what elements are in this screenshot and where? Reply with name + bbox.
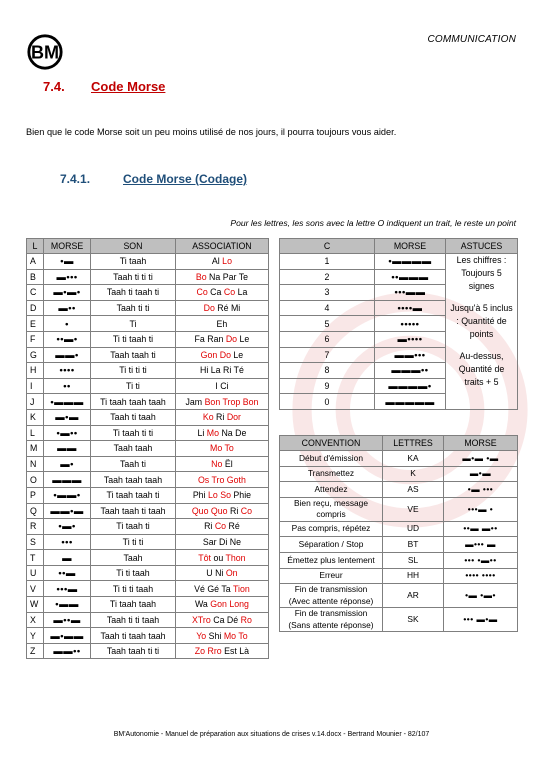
morse-cell: •▬•• xyxy=(44,425,91,441)
son-cell: Taah ti xyxy=(91,456,176,472)
table-row xyxy=(27,409,269,425)
association-cell xyxy=(175,565,268,581)
association-cell xyxy=(175,581,268,597)
digit-cell: 8 xyxy=(280,363,375,379)
association-part: Co xyxy=(196,287,208,298)
association-cell xyxy=(175,285,268,301)
association-part: Os Tro Goth xyxy=(197,474,246,485)
association-cell xyxy=(175,612,268,628)
association-part: Tôt xyxy=(198,552,211,563)
table-row xyxy=(27,456,269,472)
son-cell: Taah taah ti ti xyxy=(91,643,176,659)
convention-morse-cell: ••• •▬•• xyxy=(444,552,518,568)
son-cell: Taah xyxy=(91,550,176,566)
son-cell: Taah ti taah ti xyxy=(91,285,176,301)
son-cell: Taah taah xyxy=(91,441,176,457)
association-part: Bo xyxy=(195,271,207,282)
association-cell xyxy=(175,472,268,488)
morse-cell: ▬▬•▬ xyxy=(44,503,91,519)
association-part: Lo xyxy=(222,256,232,267)
digit-cell: 2 xyxy=(280,269,375,285)
morse-cell: •▬▬ xyxy=(44,597,91,613)
association-cell xyxy=(175,269,268,285)
son-cell: Ti taah ti ti xyxy=(91,425,176,441)
association-part: Bon Trop Bon xyxy=(204,396,259,407)
association-part: No xyxy=(211,459,223,470)
association-part: Wa xyxy=(194,599,211,610)
association-cell xyxy=(175,331,268,347)
letter-cell: B xyxy=(27,269,44,285)
association-cell xyxy=(175,254,268,270)
table-row xyxy=(27,565,269,581)
morse-cell: ▬▬▬ xyxy=(44,472,91,488)
table-row xyxy=(27,347,269,363)
letter-cell: J xyxy=(27,394,44,410)
digit-cell: 4 xyxy=(280,300,375,316)
convention-cell: Bien reçu, message compris xyxy=(280,497,383,521)
association-part: Quo Quo xyxy=(191,505,228,516)
table-row xyxy=(27,285,269,301)
convention-cell: Début d'émission xyxy=(280,451,383,467)
morse-cell: •▬▬• xyxy=(44,487,91,503)
association-part: Mo To xyxy=(210,443,234,454)
morse-cell: ▬•▬▬ xyxy=(44,628,91,644)
table-row xyxy=(27,519,269,535)
tip-text: Au-dessus, Quantité de traits + 5 xyxy=(458,351,505,387)
association-part: Gon Long xyxy=(210,599,249,610)
letter-cell: U xyxy=(27,565,44,581)
convention-cell: Fin de transmission (Sans attente réponse) xyxy=(280,608,383,632)
table-row xyxy=(27,316,269,332)
tips-cell xyxy=(446,254,518,410)
morse-cell: ••• xyxy=(44,534,91,550)
table-row xyxy=(280,568,518,584)
letter-cell: F xyxy=(27,331,44,347)
table-row xyxy=(27,300,269,316)
subsection-number: 7.4.1. xyxy=(60,172,91,186)
convention-cell: Transmettez xyxy=(280,466,383,482)
morse-cell: ▬••▬ xyxy=(44,612,91,628)
digit-cell: 6 xyxy=(280,331,375,347)
letter-cell: Q xyxy=(27,503,44,519)
morse-cell: • xyxy=(44,316,91,332)
son-cell: Ti ti xyxy=(91,378,176,394)
col-header-letters: LETTRES xyxy=(383,436,444,451)
intro-text: Bien que le code Morse soit un peu moins utilisé de nos jours, il pourra toujours vous aider. xyxy=(26,127,397,137)
digit-cell: 5 xyxy=(280,316,375,332)
association-part: La xyxy=(235,287,248,298)
table-row xyxy=(27,472,269,488)
convention-letters-cell: SL xyxy=(383,552,444,568)
col-header-association: ASSOCIATION xyxy=(175,239,268,254)
convention-letters-cell: BT xyxy=(383,537,444,553)
letter-cell: S xyxy=(27,534,44,550)
letter-cell: Z xyxy=(27,643,44,659)
association-cell xyxy=(175,643,268,659)
letter-cell: K xyxy=(27,409,44,425)
digit-cell: 0 xyxy=(280,394,375,410)
table-row xyxy=(27,534,269,550)
association-part: Ël xyxy=(222,459,233,470)
convention-morse-cell: •••• •••• xyxy=(444,568,518,584)
digit-morse-cell: •••▬▬ xyxy=(375,285,446,301)
association-part: Do xyxy=(203,303,215,314)
association-part: Ri xyxy=(213,412,227,423)
son-cell: Ti taah taah taah xyxy=(91,394,176,410)
morse-cell: ••▬• xyxy=(44,331,91,347)
association-part: Eh xyxy=(216,318,228,329)
col-header-digit-morse: MORSE xyxy=(375,239,446,254)
page-footer: BM'Autonomie - Manuel de préparation aux situations de crises v.14.docx - Bertrand Mounier - 82/107 xyxy=(113,731,430,738)
association-part: U Ni xyxy=(206,568,226,579)
digits-table xyxy=(279,238,518,410)
son-cell: Taah taah ti taah xyxy=(91,503,176,519)
letter-cell: V xyxy=(27,581,44,597)
table-row xyxy=(27,254,269,270)
letter-cell: G xyxy=(27,347,44,363)
digit-morse-cell: ••••▬ xyxy=(375,300,446,316)
morse-cell: ▬• xyxy=(44,456,91,472)
convention-morse-cell: ••▬ ▬•• xyxy=(444,521,518,537)
association-part: Ro xyxy=(240,614,252,625)
convention-letters-cell: AR xyxy=(383,584,444,608)
letter-cell: I xyxy=(27,378,44,394)
association-cell xyxy=(175,487,268,503)
morse-cell: •••• xyxy=(44,363,91,379)
association-part: Ri xyxy=(227,505,241,516)
association-part: Vé Gé Ta xyxy=(194,583,233,594)
digit-morse-cell: ••••• xyxy=(375,316,446,332)
digit-morse-cell: ▬•••• xyxy=(375,331,446,347)
bm-logo-icon xyxy=(26,33,64,71)
table-row xyxy=(27,581,269,597)
association-cell xyxy=(175,394,268,410)
digit-morse-cell: ▬▬▬▬▬ xyxy=(375,394,446,410)
morse-cell: •• xyxy=(44,378,91,394)
association-part: Co xyxy=(223,287,236,298)
letter-cell: Y xyxy=(27,628,44,644)
association-cell xyxy=(175,316,268,332)
table-row xyxy=(27,363,269,379)
table-row xyxy=(27,503,269,519)
association-cell xyxy=(175,519,268,535)
association-part: Yo xyxy=(196,630,207,641)
association-part: Ko xyxy=(202,412,214,423)
son-cell: Taah ti ti ti xyxy=(91,269,176,285)
col-header-digit: C xyxy=(280,239,375,254)
digit-morse-cell: ▬▬••• xyxy=(375,347,446,363)
convention-letters-cell: K xyxy=(383,466,444,482)
morse-cell: ••▬ xyxy=(44,565,91,581)
association-cell xyxy=(175,534,268,550)
morse-cell: ▬•▬ xyxy=(44,409,91,425)
section-label: COMMUNICATION xyxy=(427,34,516,45)
convention-morse-cell: ▬•▬ xyxy=(444,466,518,482)
convention-cell: Fin de transmission (Avec attente réponse) xyxy=(280,584,383,608)
association-part: Tion xyxy=(232,583,250,594)
morse-cell: ▬•• xyxy=(44,300,91,316)
morse-cell: •▬ xyxy=(44,254,91,270)
table-row xyxy=(27,643,269,659)
col-header-letter: L xyxy=(27,239,44,254)
association-part: On xyxy=(225,568,238,579)
section-title: Code Morse xyxy=(91,79,166,94)
association-part: Le xyxy=(237,334,250,345)
association-part: Co xyxy=(214,521,227,532)
association-part: Est Là xyxy=(221,646,250,657)
association-part: Zo Rro xyxy=(194,646,222,657)
table-row xyxy=(27,378,269,394)
letter-cell: T xyxy=(27,550,44,566)
convention-letters-cell: HH xyxy=(383,568,444,584)
convention-cell: Pas compris, répétez xyxy=(280,521,383,537)
association-cell xyxy=(175,363,268,379)
association-part: Thon xyxy=(225,552,246,563)
table-row xyxy=(280,451,518,467)
convention-cell: Émettez plus lentement xyxy=(280,552,383,568)
table-row xyxy=(280,521,518,537)
association-part: Ré Mi xyxy=(214,303,241,314)
convention-morse-cell: •▬ •▬• xyxy=(444,584,518,608)
convention-letters-cell: KA xyxy=(383,451,444,467)
son-cell: Ti taah xyxy=(91,254,176,270)
digit-morse-cell: ▬▬▬▬• xyxy=(375,378,446,394)
association-cell xyxy=(175,300,268,316)
col-header-son: SON xyxy=(91,239,176,254)
association-part: Hi La Ri Té xyxy=(200,365,244,376)
svg-text:BM: BM xyxy=(30,42,60,63)
son-cell: Ti xyxy=(91,316,176,332)
association-part: ou xyxy=(211,552,226,563)
digit-cell: 9 xyxy=(280,378,375,394)
morse-cell: ▬▬ xyxy=(44,441,91,457)
association-cell xyxy=(175,550,268,566)
letter-cell: H xyxy=(27,363,44,379)
son-cell: Ti taah taah ti xyxy=(91,487,176,503)
association-part: Ri xyxy=(204,521,215,532)
table-row xyxy=(280,608,518,632)
letter-cell: A xyxy=(27,254,44,270)
subsection-title: Code Morse (Codage) xyxy=(123,172,248,186)
table-row xyxy=(27,269,269,285)
table-row xyxy=(27,441,269,457)
association-part: Ca xyxy=(207,287,224,298)
table-row xyxy=(280,254,518,270)
morse-cell: ▬•▬• xyxy=(44,285,91,301)
association-cell xyxy=(175,503,268,519)
son-cell: Ti ti taah ti xyxy=(91,331,176,347)
son-cell: Taah ti taah xyxy=(91,409,176,425)
table-row xyxy=(280,466,518,482)
son-cell: Taah ti ti taah xyxy=(91,612,176,628)
son-cell: Ti taah ti xyxy=(91,519,176,535)
letter-cell: L xyxy=(27,425,44,441)
table-row xyxy=(27,487,269,503)
col-header-conv-morse: MORSE xyxy=(444,436,518,451)
association-part: Mo To xyxy=(223,630,248,641)
son-cell: Ti ti taah xyxy=(91,565,176,581)
association-part: Do xyxy=(225,334,238,345)
association-cell xyxy=(175,456,268,472)
table-row xyxy=(280,497,518,521)
association-part: XTro xyxy=(192,614,211,625)
table-row xyxy=(27,425,269,441)
association-part: Mo xyxy=(206,427,219,438)
convention-letters-cell: AS xyxy=(383,482,444,498)
table-row xyxy=(280,482,518,498)
son-cell: Ti ti ti xyxy=(91,534,176,550)
convention-morse-cell: •▬ ••• xyxy=(444,482,518,498)
digit-morse-cell: ▬▬▬•• xyxy=(375,363,446,379)
son-cell: Ti taah taah xyxy=(91,597,176,613)
association-cell xyxy=(175,347,268,363)
association-cell xyxy=(175,425,268,441)
table-row xyxy=(27,612,269,628)
col-header-convention: CONVENTION xyxy=(280,436,383,451)
digit-cell: 3 xyxy=(280,285,375,301)
son-cell: Taah taah ti xyxy=(91,347,176,363)
association-cell xyxy=(175,378,268,394)
son-cell: Ti ti ti taah xyxy=(91,581,176,597)
association-part: Gon Do xyxy=(200,349,231,360)
convention-cell: Erreur xyxy=(280,568,383,584)
morse-cell: •▬▬▬ xyxy=(44,394,91,410)
table-row xyxy=(280,584,518,608)
table-row xyxy=(27,550,269,566)
letter-cell: C xyxy=(27,285,44,301)
convention-morse-cell: •••▬ • xyxy=(444,497,518,521)
morse-cell: ▬ xyxy=(44,550,91,566)
tip-text: Jusqu'à 5 inclus : Quantité de points xyxy=(450,303,513,339)
digit-cell: 1 xyxy=(280,254,375,270)
letters-table xyxy=(26,238,269,659)
convention-morse-cell: ••• ▬•▬ xyxy=(444,608,518,632)
digit-morse-cell: •▬▬▬▬ xyxy=(375,254,446,270)
association-part: Le xyxy=(230,349,244,360)
association-part: Fa Ran xyxy=(194,334,226,345)
section-number: 7.4. xyxy=(43,79,65,94)
association-part: Jam xyxy=(185,396,205,407)
letter-cell: E xyxy=(27,316,44,332)
association-part: Na Par Te xyxy=(206,271,249,282)
morse-cell: •••▬ xyxy=(44,581,91,597)
morse-cell: ▬▬•• xyxy=(44,643,91,659)
convention-letters-cell: VE xyxy=(383,497,444,521)
association-part: Li xyxy=(197,427,207,438)
letter-cell: R xyxy=(27,519,44,535)
association-cell xyxy=(175,597,268,613)
convention-morse-cell: ▬••• ▬ xyxy=(444,537,518,553)
letter-cell: O xyxy=(27,472,44,488)
letter-cell: D xyxy=(27,300,44,316)
association-part: I Ci xyxy=(215,381,229,392)
morse-cell: ▬▬• xyxy=(44,347,91,363)
morse-cell: •▬• xyxy=(44,519,91,535)
son-cell: Ti ti ti ti xyxy=(91,363,176,379)
letter-cell: M xyxy=(27,441,44,457)
association-part: Ré xyxy=(226,521,240,532)
digit-morse-cell: ••▬▬▬ xyxy=(375,269,446,285)
association-part: Phie xyxy=(230,490,252,501)
son-cell: Taah taah taah xyxy=(91,472,176,488)
table-row xyxy=(27,597,269,613)
association-part: Al xyxy=(211,256,223,267)
table-row xyxy=(280,552,518,568)
association-part: Phi xyxy=(192,490,208,501)
convention-morse-cell: ▬•▬ •▬ xyxy=(444,451,518,467)
table-row xyxy=(27,331,269,347)
association-part: Lo So xyxy=(207,490,231,501)
digit-cell: 7 xyxy=(280,347,375,363)
table-row xyxy=(27,628,269,644)
association-cell xyxy=(175,409,268,425)
table-row xyxy=(280,537,518,553)
son-cell: Taah ti ti xyxy=(91,300,176,316)
association-part: Co xyxy=(240,505,252,516)
convention-letters-cell: UD xyxy=(383,521,444,537)
convention-cell: Attendez xyxy=(280,482,383,498)
association-cell xyxy=(175,441,268,457)
association-part: Dor xyxy=(226,412,241,423)
convention-cell: Séparation / Stop xyxy=(280,537,383,553)
letters-note: Pour les lettres, les sons avec la lettre O indiquent un trait, le reste un point xyxy=(230,218,516,228)
letter-cell: N xyxy=(27,456,44,472)
col-header-morse: MORSE xyxy=(44,239,91,254)
association-part: Na De xyxy=(219,427,247,438)
convention-table xyxy=(279,435,518,632)
letter-cell: X xyxy=(27,612,44,628)
table-row xyxy=(27,394,269,410)
association-cell xyxy=(175,628,268,644)
letter-cell: P xyxy=(27,487,44,503)
son-cell: Taah ti taah taah xyxy=(91,628,176,644)
tip-text: Les chiffres : Toujours 5 signes xyxy=(456,255,507,291)
morse-cell: ▬••• xyxy=(44,269,91,285)
association-part: Shi xyxy=(206,630,224,641)
association-part: Ca Dé xyxy=(210,614,241,625)
convention-letters-cell: SK xyxy=(383,608,444,632)
association-part: Sar Di Ne xyxy=(202,536,241,547)
letter-cell: W xyxy=(27,597,44,613)
col-header-tips: ASTUCES xyxy=(446,239,518,254)
